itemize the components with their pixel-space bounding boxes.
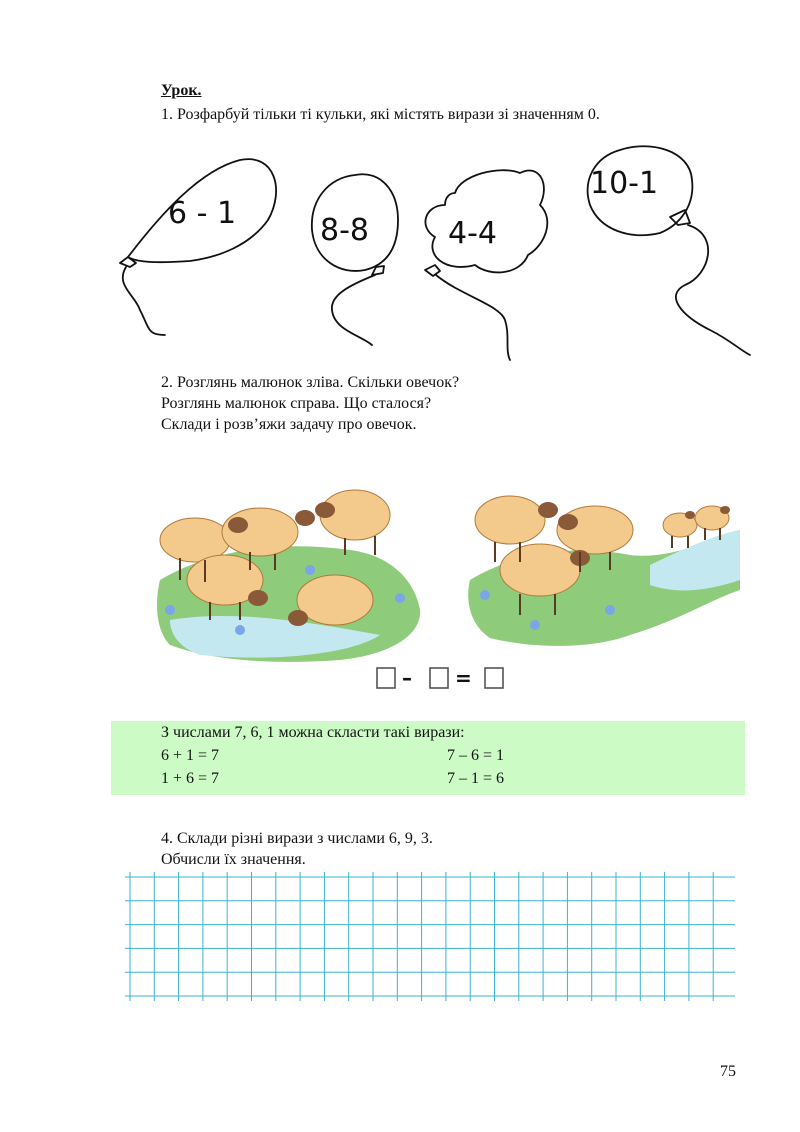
task-2-line-1: 2. Розглянь малюнок зліва. Скільки овечок? [161, 374, 460, 391]
task-4-line-1: 4. Склади різні вирази з числами 6, 9, 3. [161, 830, 433, 847]
expression-right-2: 7 – 1 = 6 [447, 770, 505, 787]
balloons-drawing [100, 145, 760, 365]
balloon-4[interactable] [588, 146, 750, 355]
page-number: 75 [720, 1063, 736, 1080]
balloon-4-label: 10-1 [590, 166, 659, 201]
expression-right-1: 7 – 6 = 1 [447, 747, 505, 764]
expression-left-1: 6 + 1 = 7 [161, 747, 220, 764]
balloon-1-label: 6 - 1 [168, 196, 237, 231]
answer-box-2[interactable] [430, 668, 448, 688]
lesson-title: Урок. [161, 82, 202, 99]
equation [377, 666, 503, 690]
task-2-instruction [161, 372, 459, 435]
info-box [111, 721, 745, 795]
sheep-picture-left [157, 490, 420, 662]
task-4-line-2: Обчисли їх значення. [161, 851, 306, 868]
balloon-3[interactable] [425, 170, 547, 360]
balloon-3-label: 4-4 [448, 216, 497, 251]
answer-box-1[interactable] [377, 668, 395, 688]
expression-left-2: 1 + 6 = 7 [161, 770, 220, 787]
task-4-instruction [161, 828, 433, 870]
answer-box-3[interactable] [485, 668, 503, 688]
balloon-1[interactable] [120, 159, 276, 335]
equation-minus: – [402, 666, 412, 690]
task-1-instruction: 1. Розфарбуй тільки ті кульки, які містять вирази зі значенням 0. [161, 106, 600, 123]
balloon-2-label: 8-8 [320, 213, 369, 248]
info-box-intro: З числами 7, 6, 1 можна скласти такі вирази: [161, 724, 465, 741]
equation-equals: = [455, 666, 472, 690]
sheep-illustration [150, 470, 750, 700]
sheep-picture-right [468, 496, 740, 646]
answer-grid[interactable] [125, 872, 735, 1002]
task-2-line-2: Розглянь малюнок справа. Що сталося? [161, 395, 432, 412]
task-2-line-3: Склади і розв’яжи задачу про овечок. [161, 416, 417, 433]
balloon-2[interactable] [312, 174, 398, 345]
